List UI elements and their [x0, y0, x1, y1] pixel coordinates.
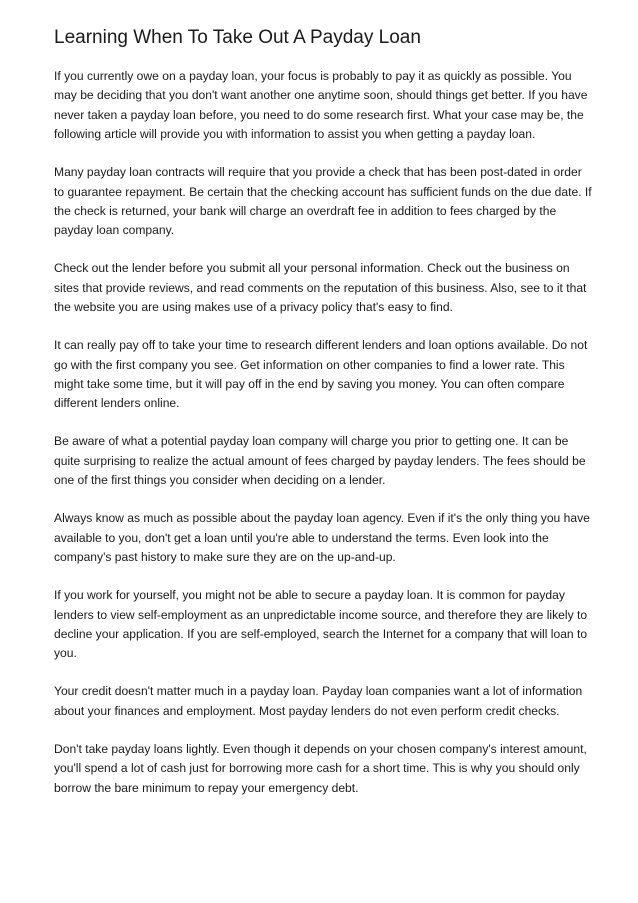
paragraph: Check out the lender before you submit all your personal information. Check out the business on sites that provide reviews, and read comments on the reputation of this business. Also, see to it that the website you are using makes use of a privacy policy that's easy to find.: [54, 261, 587, 315]
document-page: [54, 26, 594, 817]
paragraph: Don't take payday loans lightly. Even though it depends on your chosen company's interest amount, you'll spend a lot of cash just for borrowing more cash for a short time. This is why you should only borrow the bare minimum to repay your emergency debt.: [54, 741, 587, 795]
paragraph: If you currently owe on a payday loan, your focus is probably to pay it as quickly as possible. You may be deciding that you don't want another one anytime soon, should things get better. If you have never taken a payday loan before, you need to do some research first. What your case may be, the following article will provide you with information to assist you when getting a payday loan.: [54, 69, 588, 142]
page-title: Learning When To Take Out A Payday Loan: [54, 27, 421, 48]
paragraph: Be aware of what a potential payday loan company will charge you prior to getting one. It can be quite surprising to realize the actual amount of fees charged by payday lenders. The fees should be one of the first things you consider when deciding on a lender.: [54, 434, 586, 488]
paragraph: Always know as much as possible about the payday loan agency. Even if it's the only thing you have available to you, don't get a loan until you're able to understand the terms. Even look into the company's past history to make sure they are on the up-and-up.: [54, 511, 590, 565]
paragraph: It can really pay off to take your time to research different lenders and loan options available. Do not go with the first company you see. Get information on other companies to find a lower rate. This might take some time, but it will pay off in the end by saving you money. You can often compare different lenders online.: [54, 338, 588, 411]
paragraph: Many payday loan contracts will require that you provide a check that has been post-dated in order to guarantee repayment. Be certain that the checking account has sufficient funds on the due date. If the check is returned, your bank will charge an overdraft fee in addition to fees charged by the payday loan company.: [54, 165, 592, 238]
paragraph: Your credit doesn't matter much in a payday loan. Payday loan companies want a lot of information about your finances and employment. Most payday lenders do not even perform credit checks.: [54, 684, 583, 718]
paragraph: If you work for yourself, you might not be able to secure a payday loan. It is common for payday lenders to view self-employment as an unpredictable income source, and therefore they are likely to decline your application. If you are self-employed, search the Internet for a company that will loan to you.: [54, 588, 588, 661]
